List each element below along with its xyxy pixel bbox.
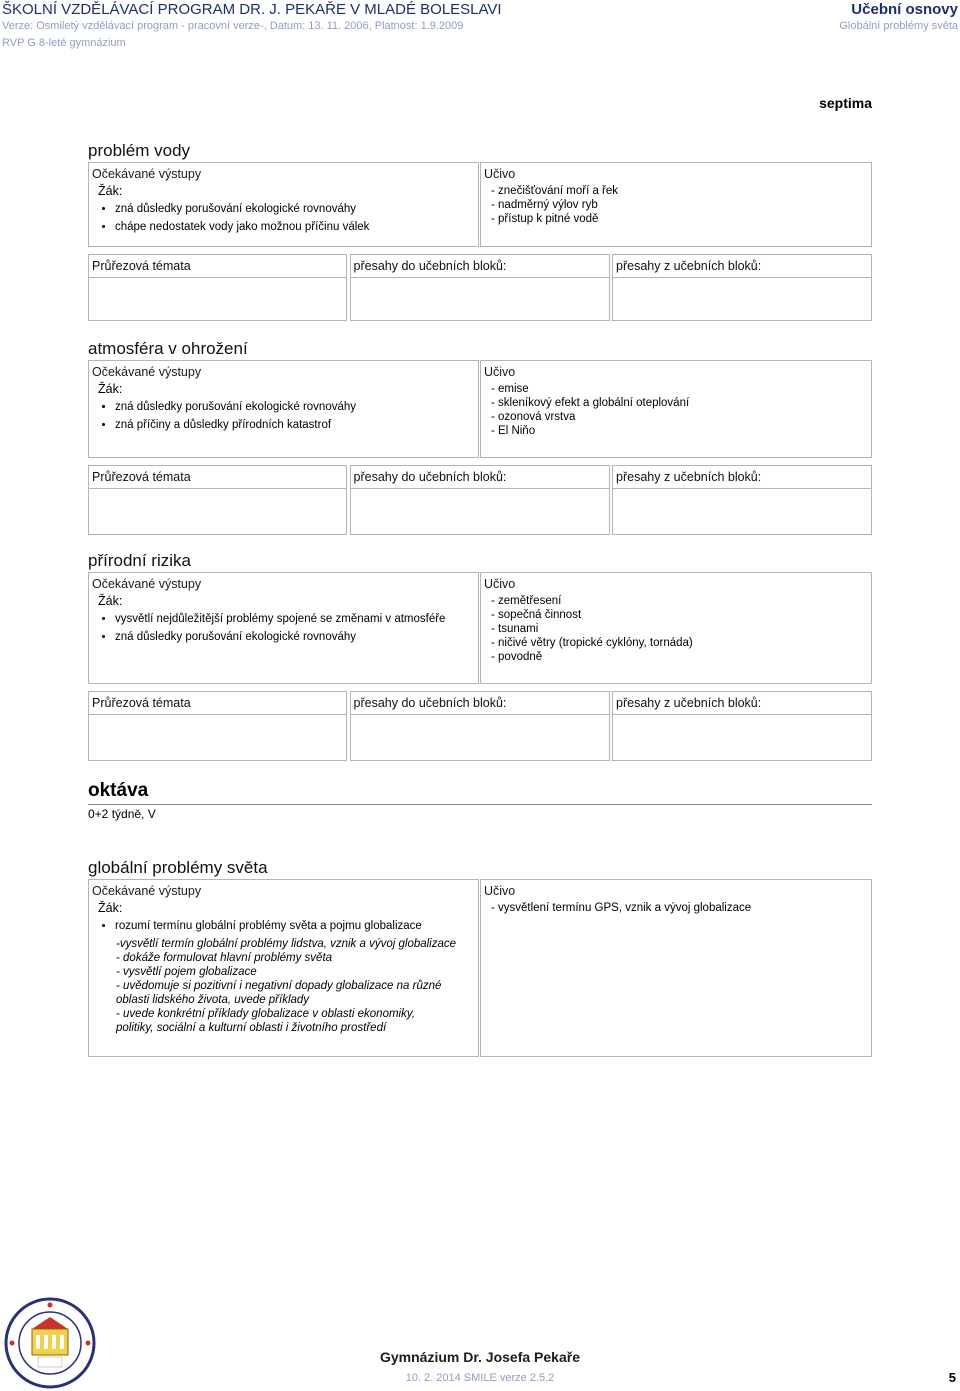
overlap-to-label: přesahy do učebních bloků:: [351, 692, 609, 715]
section-problem-vody: [88, 140, 872, 321]
outcomes-label: Očekávané výstupy: [92, 167, 202, 181]
list-item: - uvede konkrétní příklady globalizace v oblasti ekonomiky,: [116, 1008, 415, 1020]
list-item: - vysvětlí pojem globalizace: [116, 966, 257, 978]
list-item: - ničivé větry (tropické cyklóny, tornáda): [491, 637, 693, 649]
content-list: [481, 899, 871, 915]
version-info: Verze: Osmiletý vzdělávací program - pracovní verze-, Datum: 13. 11. 2006, Platnost: 1.9.2009: [2, 20, 464, 32]
section-globalni-problemy: [88, 857, 872, 1057]
outcomes-box: [88, 360, 479, 458]
pupil-label: Žák:: [98, 184, 123, 198]
list-item: • zná důsledky porušování ekologické rovnováhy: [115, 628, 478, 646]
overlap-from-cell: [612, 465, 872, 535]
list-item: - znečišťování moří a řek: [491, 185, 619, 197]
overlap-to-cell: [350, 254, 610, 321]
content-label: Učivo: [484, 365, 516, 379]
document-header-school: ŠKOLNÍ VZDĚLÁVACÍ PROGRAM DR. J. PEKAŘE V MLADÉ BOLESLAVI: [2, 1, 502, 18]
list-item: - tsunami: [491, 623, 539, 635]
pupil-label: Žák:: [98, 382, 123, 396]
outcomes-box: [88, 572, 479, 684]
list-item: -vysvětlí termín globální problémy lidstva, vznik a vývoj globalizace: [116, 938, 457, 950]
overlap-from-label: přesahy z učebních bloků:: [613, 255, 871, 278]
cross-topics-row: [88, 691, 872, 761]
cross-topics-row: [88, 465, 872, 535]
outcomes-list: [89, 917, 478, 935]
section-title: atmosféra v ohrožení: [88, 339, 248, 358]
outcomes-label: Očekávané výstupy: [92, 365, 202, 379]
weekly-hours: 0+2 týdně, V: [88, 807, 156, 821]
section-title: problém vody: [88, 141, 191, 160]
cross-topics-cell: [88, 691, 347, 761]
content-list: [481, 592, 871, 664]
content-box: [480, 162, 872, 247]
section-title: globální problémy světa: [88, 858, 268, 877]
content-box: [480, 572, 872, 684]
content-list: [481, 380, 871, 438]
section-atmosfera: [88, 338, 872, 535]
overlap-to-label: přesahy do učebních bloků:: [351, 466, 609, 489]
cross-topics-label: Průřezová témata: [89, 466, 346, 489]
list-item: politiky, sociální a kulturní oblasti i životního prostředí: [116, 1022, 387, 1034]
document-type: Učební osnovy: [851, 1, 958, 18]
list-item: - emise: [491, 383, 529, 395]
grade-heading-septima: septima: [819, 95, 872, 111]
overlap-to-cell: [350, 465, 610, 535]
list-item: - sopečná činnost: [491, 609, 582, 621]
content-box: [480, 360, 872, 458]
overlap-to-label: přesahy do učebních bloků:: [351, 255, 609, 278]
section-prirodni-rizika: [88, 550, 872, 761]
content-label: Učivo: [484, 884, 516, 898]
overlap-from-label: přesahy z učebních bloků:: [613, 692, 871, 715]
content-box: [480, 879, 872, 1057]
list-item: - nadměrný výlov ryb: [491, 199, 598, 211]
pupil-label: Žák:: [98, 594, 123, 608]
page-number: 5: [948, 1370, 956, 1385]
outcomes-list: [89, 610, 478, 646]
list-item: - vysvětlení termínu GPS, vznik a vývoj globalizace: [491, 902, 752, 914]
outcomes-list: [89, 200, 478, 236]
section-title: přírodní rizika: [88, 551, 191, 570]
list-item: - uvědomuje si pozitivní i negativní dopady globalizace na různé: [116, 980, 442, 992]
cross-topics-label: Průřezová témata: [89, 255, 346, 278]
content-label: Učivo: [484, 577, 516, 591]
list-item: - ozonová vrstva: [491, 411, 576, 423]
grade-heading-oktava: oktáva: [88, 780, 872, 805]
list-item: • chápe nedostatek vody jako možnou příčinu válek: [115, 218, 478, 236]
overlap-from-label: přesahy z učebních bloků:: [613, 466, 871, 489]
cross-topics-label: Průřezová témata: [89, 692, 346, 715]
cross-topics-row: [88, 254, 872, 321]
cross-topics-cell: [88, 254, 347, 321]
list-item: - povodně: [491, 651, 543, 663]
outcomes-box: [88, 879, 479, 1057]
overlap-to-cell: [350, 691, 610, 761]
list-item: oblasti lidského života, uvede příklady: [116, 994, 310, 1006]
pupil-label: Žák:: [98, 901, 123, 915]
footer-school-name: Gymnázium Dr. Josefa Pekaře: [380, 1349, 580, 1365]
overlap-from-cell: [612, 691, 872, 761]
list-item: - zemětřesení: [491, 595, 562, 607]
list-item: - El Niňo: [491, 425, 536, 437]
cross-topics-cell: [88, 465, 347, 535]
list-item: - dokáže formulovat hlavní problémy světa: [116, 952, 333, 964]
content-label: Učivo: [484, 167, 516, 181]
outcomes-box: [88, 162, 479, 247]
list-item: - přístup k pitné vodě: [491, 213, 599, 225]
outcomes-label: Očekávané výstupy: [92, 577, 202, 591]
outcomes-label: Očekávané výstupy: [92, 884, 202, 898]
detailed-outcomes: [89, 935, 478, 1035]
rvp-info: RVP G 8-leté gymnázium: [2, 37, 126, 49]
overlap-from-cell: [612, 254, 872, 321]
list-item: - skleníkový efekt a globální oteplování: [491, 397, 690, 409]
content-list: [481, 182, 871, 226]
subject-name: Globální problémy světa: [839, 20, 958, 32]
list-item: • rozumí termínu globální problémy světa a pojmu globalizace: [115, 917, 478, 935]
list-item: • zná důsledky porušování ekologické rovnováhy: [115, 398, 478, 416]
list-item: • zná příčiny a důsledky přírodních katastrof: [115, 416, 478, 434]
list-item: • zná důsledky porušování ekologické rovnováhy: [115, 200, 478, 218]
list-item: • vysvětlí nejdůležitější problémy spojené se změnami v atmosféře: [115, 610, 478, 628]
footer-version: 10. 2. 2014 SMILE verze 2.5.2: [405, 1372, 555, 1384]
outcomes-list: [89, 398, 478, 434]
